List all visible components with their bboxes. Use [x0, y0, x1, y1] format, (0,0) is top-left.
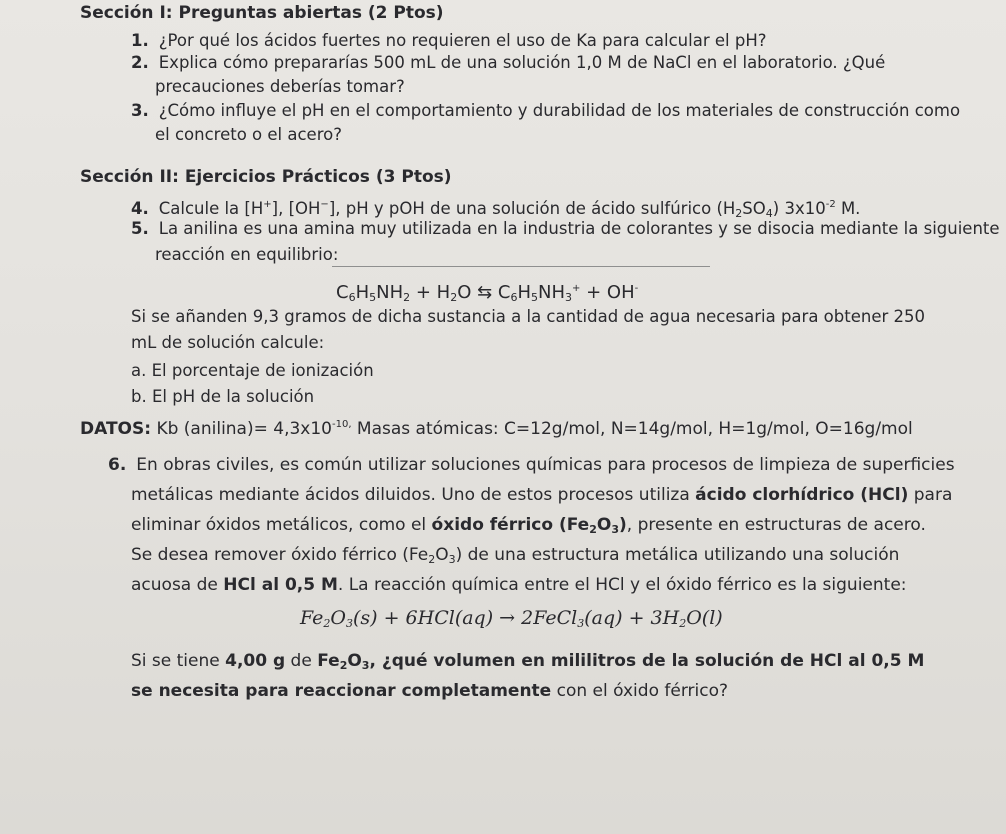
q4-text: ) 3x10 — [772, 199, 826, 218]
q6-text: . La reacción química entre el HCl y el óxido férrico es la siguiente: — [337, 575, 907, 595]
eq-sub: 2 — [323, 617, 331, 630]
question-2-line-1 — [131, 52, 885, 74]
q4-text: Calcule la [H — [158, 199, 264, 218]
datos-masas: Masas atómicas: C=12g/mol, N=14g/mol, H=1g/mol, O=16g/mol — [351, 419, 913, 439]
question-6-line-7 — [131, 650, 924, 677]
q6-text: metálicas mediante ácidos diluidos. Uno de estos procesos utiliza — [131, 485, 696, 505]
q6-bold: Fe — [317, 651, 340, 671]
eq-sub: 3 — [565, 291, 572, 304]
q4-sup: -2 — [825, 199, 836, 210]
question-number: 4. — [131, 199, 149, 218]
q6-text: acuosa de — [131, 575, 224, 595]
q4-text: ], pH y pOH de una solución de ácido sulfúrico (H — [328, 199, 736, 218]
eq-text: Fe — [300, 607, 324, 629]
q6-bold: O — [596, 515, 612, 535]
q6-text: de — [285, 651, 318, 671]
question-6-line-4 — [131, 544, 899, 571]
q6-text: con el óxido férrico? — [551, 681, 728, 701]
q6-bold: óxido férrico (Fe — [431, 515, 590, 535]
q4-sub: 4 — [765, 207, 773, 220]
q6-bold: ) — [618, 515, 627, 535]
question-6-line-3 — [131, 514, 926, 541]
question-3-line-2: el concreto o el acero? — [155, 125, 342, 144]
eq-sub: 3 — [577, 617, 585, 630]
eq-text: NH — [376, 282, 404, 303]
eq-sub: 2 — [450, 291, 458, 304]
question-6-line-5 — [131, 574, 907, 596]
equation-rule — [332, 266, 710, 267]
section-2-title: Sección II: Ejercicios Prácticos (3 Ptos) — [80, 167, 452, 187]
q4-text: SO — [742, 199, 766, 218]
q6-sub: 3 — [611, 523, 619, 536]
eq-text: C — [336, 282, 349, 303]
eq-sub: 5 — [531, 291, 538, 304]
question-number: 5. — [131, 219, 149, 238]
q4-sub: 2 — [735, 207, 743, 220]
q6-text: eliminar óxidos metálicos, como el — [131, 515, 432, 535]
eq-text: H — [355, 282, 370, 303]
question-6-line-8 — [131, 680, 728, 702]
q4-text: M. — [835, 199, 861, 218]
q4-text: ], [OH — [271, 199, 321, 218]
question-text: ¿Cómo influye el pH en el comportamiento y durabilidad de los materiales de construcción como — [158, 101, 961, 120]
question-3-line-1 — [131, 100, 960, 122]
q6-sub: 2 — [589, 523, 597, 536]
eq-text: O(l) — [686, 607, 723, 629]
q6-text: Se desea remover óxido férrico (Fe — [131, 545, 429, 565]
eq-sub: 3 — [345, 617, 353, 630]
question-number: 2. — [131, 53, 149, 72]
question-number: 6. — [108, 455, 127, 475]
question-5-line-2: reacción en equilibrio: — [155, 245, 339, 264]
aniline-equation — [336, 278, 638, 309]
eq-sub: 2 — [403, 291, 411, 304]
question-text: ¿Por qué los ácidos fuertes no requieren el uso de Ka para calcular el pH? — [158, 31, 767, 50]
eq-text: + H — [410, 282, 451, 303]
question-5-line-4: mL de solución calcule: — [131, 333, 325, 352]
q6-bold: ácido clorhídrico (HCl) — [695, 485, 909, 505]
q4-sup: + — [263, 199, 272, 210]
eq-text: O — [330, 607, 346, 629]
eq-sup: - — [634, 283, 639, 294]
question-5-part-b: b. El pH de la solución — [131, 387, 315, 406]
question-6-line-2 — [131, 484, 952, 506]
eq-text: + OH — [580, 282, 635, 303]
question-text: Explica cómo prepararías 500 mL de una solución 1,0 M de NaCl en el laboratorio. ¿Qué — [158, 53, 886, 72]
question-5-line-1 — [131, 218, 1000, 240]
eq-sup: + — [572, 283, 581, 294]
question-number: 1. — [131, 31, 149, 50]
question-number: 3. — [131, 101, 149, 120]
eq-sub: 6 — [510, 291, 518, 304]
eq-text: (aq) + 3H — [584, 607, 680, 629]
question-1 — [131, 30, 767, 52]
q6-text: para — [908, 485, 953, 505]
question-6-line-1 — [108, 454, 955, 476]
eq-sub: 6 — [348, 291, 356, 304]
q6-text: O — [435, 545, 449, 565]
eq-text: NH — [538, 282, 565, 303]
datos-exp: -10, — [332, 419, 352, 430]
q6-text: ) de una estructura metálica utilizando una solución — [455, 545, 900, 565]
q6-sub: 2 — [339, 659, 348, 672]
q6-sub: 3 — [448, 553, 456, 566]
datos-kb: Kb (anilina)= 4,3x10 — [151, 419, 332, 439]
eq-sub: 5 — [369, 291, 377, 304]
q6-bold: HCl al 0,5 M — [223, 575, 338, 595]
q6-bold: O — [347, 651, 362, 671]
eq-text: (s) + 6HCl(aq) → 2FeCl — [352, 607, 578, 629]
question-5-line-3: Si se añanden 9,3 gramos de dicha sustancia a la cantidad de agua necesaria para obtener 250 — [131, 307, 926, 326]
q6-bold: , ¿qué volumen en mililitros de la solución de HCl al 0,5 M — [369, 651, 925, 671]
eq-text: O ⇆ C — [457, 282, 511, 303]
question-text: La anilina es una amina muy utilizada en la industria de colorantes y se disocia mediante la siguiente — [158, 219, 1000, 238]
question-text: En obras civiles, es común utilizar soluciones químicas para procesos de limpieza de superficies — [136, 455, 955, 475]
datos-line — [80, 414, 913, 440]
q6-sub: 3 — [361, 659, 370, 672]
q6-text: , presente en estructuras de acero. — [626, 515, 926, 535]
q6-bold: se necesita para reaccionar completamente — [131, 681, 552, 701]
datos-label: DATOS: — [80, 419, 152, 439]
eq-sub: 2 — [679, 617, 687, 630]
q6-sub: 2 — [428, 553, 436, 566]
question-5-part-a: a. El porcentaje de ionización — [131, 361, 374, 380]
q6-bold: 4,00 g — [225, 651, 286, 671]
ferric-oxide-equation — [300, 604, 723, 638]
section-1-title: Sección I: Preguntas abiertas (2 Ptos) — [80, 3, 444, 23]
q4-sup: − — [320, 199, 329, 210]
q6-text: Si se tiene — [131, 651, 226, 671]
eq-text: H — [517, 282, 531, 303]
question-2-line-2: precauciones deberías tomar? — [155, 77, 405, 96]
